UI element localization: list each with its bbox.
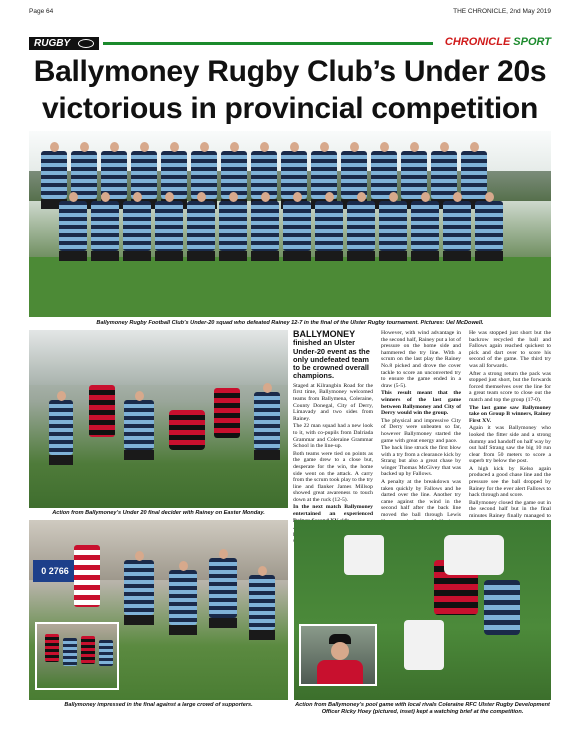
article-paragraph-bold: [469, 405, 551, 425]
article-paragraph: Staged at Kilrangbin Road for the first time, Ballymoney welcomed teams from Ballymena, Coleraine, County Donegal, City of Derry, Limavady and two sides from Rainey.: [293, 382, 373, 422]
photo-stand: [29, 330, 288, 385]
team-photo: [29, 131, 551, 317]
article-paragraph: A penalty at the breakdown was taken quickly by Fallows and he darted over the line. Another try came against the wind in the second half after the back line moved the ball through Lewis: [381, 479, 461, 519]
article-paragraph: The back line struck the first blow with a try from a clearance kick by Strang but also a great chase by winger Thomas McGivey that was backed up by Fallows.: [381, 445, 461, 478]
team-photo-player: [475, 201, 503, 251]
photo-player: [63, 638, 77, 666]
article-paragraph: However, with wind advantage in the second half, Rainey put a lot of pressure on the home side and hammered the try line. With a scrum on the last play the Rainey No.8 picked and drove the cover tackle to score an unconverted try to ensure the game ended in a draw (5-5).: [381, 330, 461, 389]
photo-player: [124, 400, 154, 450]
photo-grass: [29, 257, 551, 317]
team-photo-player: [283, 201, 311, 251]
photo-player: [404, 620, 444, 670]
article-paragraph: A high kick by Kelso again produced a good chase line and the pressure see the ball dropped by Rainey for the ever alert Fallows to hack through and score.: [469, 465, 551, 499]
photo-player: [444, 535, 504, 575]
article-paragraph-bold: [381, 390, 461, 416]
photo-player: [124, 560, 154, 615]
photo-player: [89, 385, 115, 437]
team-photo-player: [443, 201, 471, 251]
team-photo-player: [91, 201, 119, 251]
article-column-3: [469, 330, 551, 534]
rugby-ball-icon: [78, 39, 94, 48]
article-bold-text: In the next match Ballymoney entertained an experienced: [293, 504, 373, 518]
photo-player: [169, 410, 205, 450]
photo-player: [45, 634, 59, 662]
section-divider: [103, 42, 433, 45]
action-photo-1: [29, 330, 288, 508]
article-lead: [293, 330, 373, 381]
action-photo-2-caption: Ballymoney impressed in the final against a large crowd of supporters.: [64, 702, 253, 708]
team-photo-player: [461, 151, 487, 199]
photo-player: [344, 535, 384, 575]
article-paragraph: The 22 man squad had a new look to it, with co-pupils from Dalriada Grammar and Coleraine Grammar School in the line-up.: [293, 423, 373, 450]
article-paragraph: Both teams were tied on points as the game drew to a close but, desperate for the win, the home side went on the attack. A carry from the scrum took play to the try line and flanker James Millsop showed great awareness to touch down at the ruck (12-5).: [293, 450, 373, 503]
photo-player: [169, 570, 197, 625]
photo-player: [249, 575, 275, 630]
photo-player: [484, 580, 520, 635]
photo-player: [214, 388, 240, 438]
page-header: [29, 8, 551, 18]
article-column-1: [293, 330, 373, 546]
action-photo-3-caption: Action from Ballymoney’s pool game with local rivals Coleraine RFC Ulster Rugby Development Officer Ricky Hoey (pictured, inset) kept a watching brief at the competition.: [295, 702, 550, 715]
action-photo-2-inset: [35, 622, 119, 690]
team-photo-player: [59, 201, 87, 251]
team-photo-player: [411, 201, 439, 251]
team-photo-player: [123, 201, 151, 251]
headline-line-1: Ballymoney Rugby Club’s Under 20s: [33, 55, 547, 88]
development-officer-inset-photo: [299, 624, 377, 686]
team-photo-player: [161, 151, 187, 199]
team-photo-player: [379, 201, 407, 251]
team-photo-player: [219, 201, 247, 251]
headline: [29, 53, 551, 127]
action-photo-1-caption: Action from Ballymoney’s Under 20 final decider with Rainey on Easter Monday.: [52, 510, 265, 516]
team-photo-player: [431, 151, 457, 199]
article-paragraph: Ballymoney closed the game out in the second half but in the final minutes Rainey finally managed to: [469, 499, 551, 520]
team-photo-player: [41, 151, 67, 199]
team-photo-player: [251, 201, 279, 251]
article-paragraph: Again it was Ballymoney who looked the fitter side and a strong dummy and handoff on half way by out half Strang saw the big 10 run clear from 50 meters to score a superb try below the post.: [469, 425, 551, 465]
photo-player: [209, 558, 237, 618]
photo-player: [99, 640, 113, 666]
photo-player: [254, 392, 280, 450]
team-photo-player: [347, 201, 375, 251]
masthead: [445, 36, 551, 48]
team-photo-player: [315, 201, 343, 251]
photo-player: [74, 545, 100, 607]
team-photo-caption: Ballymoney Rugby Football Club’s Under-20 squad who defeated Rainey 12-7 in the final of the Ulster Rugby tournament. Pictures: Uel McDowell.: [96, 320, 484, 326]
article-bold-text: The last game saw Ballymoney take on Group B winners, Rainey First XV.: [469, 404, 551, 424]
section-tag: [29, 37, 99, 50]
headline-line-2: victorious in provincial competition: [42, 92, 538, 125]
officer-jacket: [317, 660, 363, 686]
team-photo-player: [191, 151, 217, 199]
paper-date: THE CHRONICLE, 2nd May 2019: [453, 8, 551, 15]
masthead-section: SPORT: [513, 36, 551, 48]
article-bold-text: This result meant that the winners of the last game between Ballymoney and City of Derry would win the group.: [381, 390, 461, 417]
team-photo-player: [311, 151, 337, 199]
article-paragraph: The physical and impressive City of Derry were unbeaten so far, however Ballymoney started the game with great energy and pace.: [381, 417, 461, 444]
section-bar: [29, 37, 551, 51]
article-column-2: [381, 330, 461, 533]
article-paragraph: He was stopped just short but the backrow recycled the ball and Fallows again reached quickest to pick and dart over to score his second of the game. The third try was all forwards.: [469, 330, 551, 369]
article-body: [293, 329, 551, 520]
masthead-title: CHRONICLE: [444, 36, 511, 48]
officer-face: [331, 642, 349, 660]
team-photo-player: [187, 201, 215, 251]
photo-player: [49, 400, 73, 455]
article-paragraph: After a strong return the pack was stopped just short, but the forwards forced themselves over the line for a great team score to close out the match and top the group (17-0).: [469, 370, 551, 403]
section-tag-label: RUGBY: [34, 38, 71, 49]
article-lead-rest: finished an Ulster Under-20 event as the only undefeated team to be crowned overall champions.: [293, 338, 370, 381]
page-number: Page 64: [29, 8, 54, 15]
photo-player: [81, 636, 95, 664]
team-photo-player: [155, 201, 183, 251]
team-photo-player: [281, 151, 307, 199]
article-lead-name: BALLYMONEY: [293, 329, 356, 339]
photo-sign: 0 2766: [33, 560, 77, 582]
